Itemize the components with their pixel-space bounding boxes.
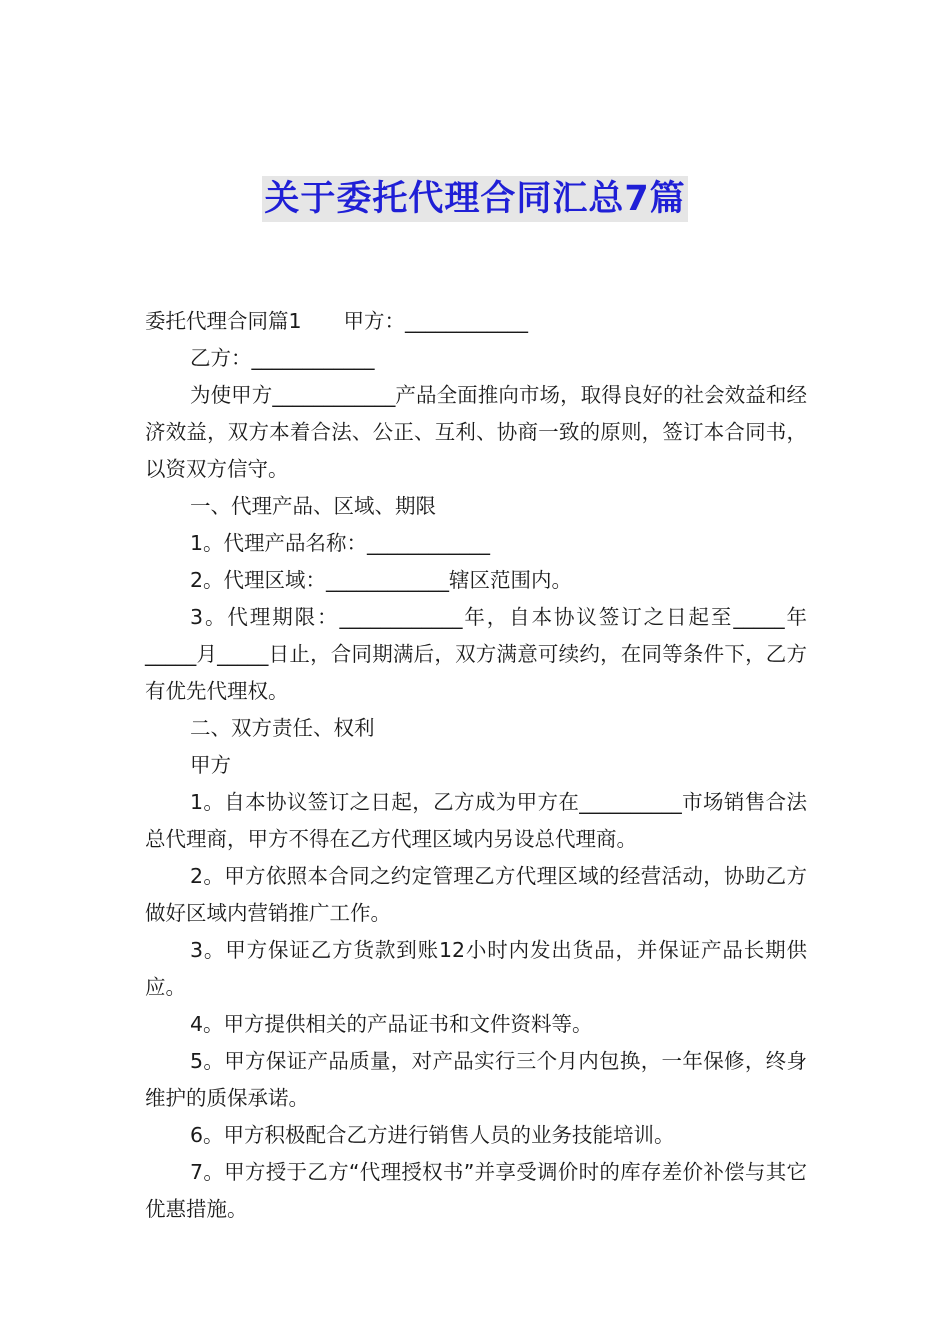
clause-item: 7。甲方授于乙方“代理授权书”并享受调价时的库存差价补偿与其它优惠措施。 (145, 1160, 807, 1221)
clause-item: 1。自本协议签订之日起，乙方成为甲方在__________市场销售合法总代理商，甲方不得在乙方代理区域内另设总代理商。 (145, 790, 807, 851)
clause-item: 1。代理产品名称：____________ (190, 531, 491, 555)
document-title: 关于委托代理合同汇总7篇 (262, 176, 687, 222)
party-b-field: 乙方：____________ (190, 346, 375, 370)
clause-item: 5。甲方保证产品质量，对产品实行三个月内包换，一年保修，终身维护的质保承诺。 (145, 1049, 807, 1110)
clause-item: 3。代理期限：____________年，自本协议签订之日起至_____年_____月_____日止，合同期满后，双方满意可续约，在同等条件下，乙方有优先代理权。 (145, 605, 807, 703)
title-block (0, 176, 950, 222)
clause-item: 2。甲方依照本合同之约定管理乙方代理区域的经营活动，协助乙方做好区域内营销推广工作。 (145, 864, 807, 925)
section-heading: 二、双方责任、权利 (190, 716, 375, 740)
clause-item: 2。代理区域：____________辖区范围内。 (190, 568, 573, 592)
document-body (145, 303, 807, 1228)
section-heading: 一、代理产品、区域、期限 (190, 494, 436, 518)
preamble-paragraph: 为使甲方____________产品全面推向市场，取得良好的社会效益和经济效益，双方本着合法、公正、互利、协商一致的原则，签订本合同书，以资双方信守。 (145, 383, 807, 481)
party-a-field: 甲方：____________ (343, 309, 529, 333)
contract-label: 委托代理合同篇1 (145, 309, 302, 333)
clause-item: 4。甲方提供相关的产品证书和文件资料等。 (190, 1012, 593, 1036)
header-line (145, 303, 807, 340)
clause-item: 3。甲方保证乙方货款到账12小时内发出货品，并保证产品长期供应。 (145, 938, 807, 999)
subsection-heading: 甲方 (190, 753, 231, 777)
clause-item: 6。甲方积极配合乙方进行销售人员的业务技能培训。 (190, 1123, 675, 1147)
